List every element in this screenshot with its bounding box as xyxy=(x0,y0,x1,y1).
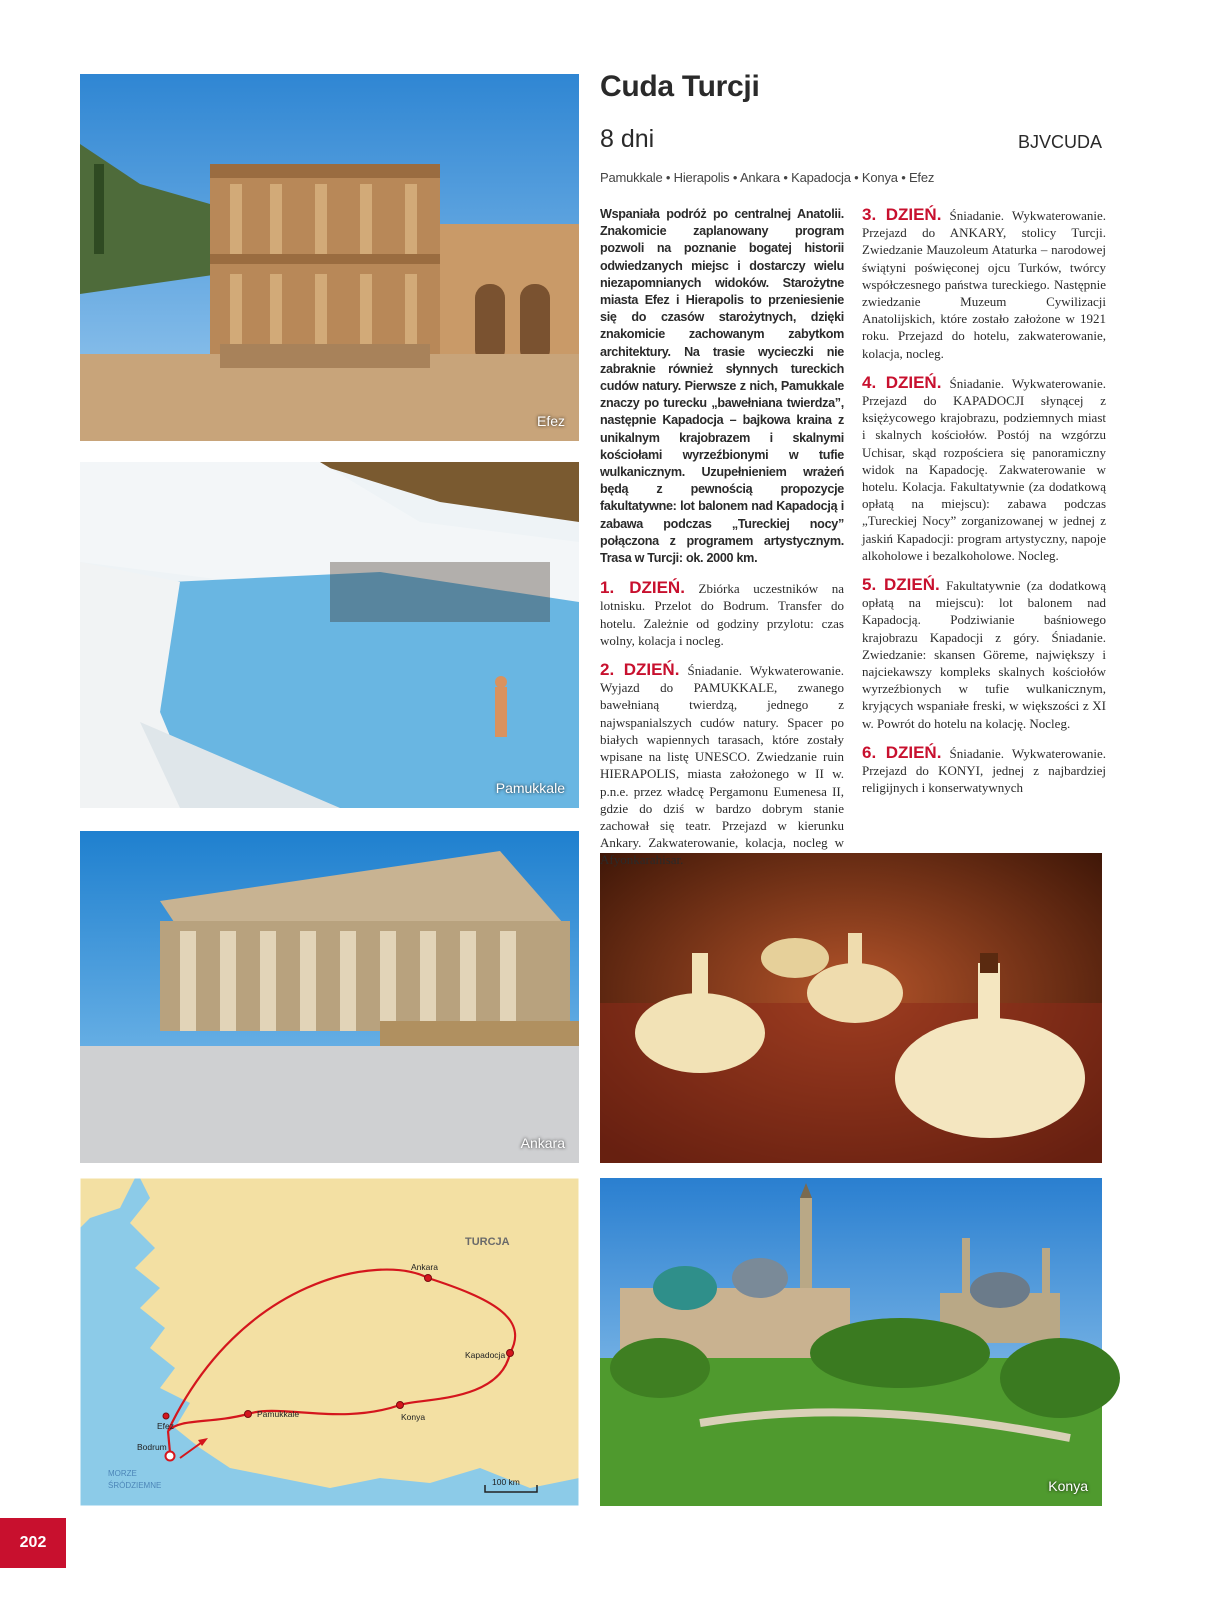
day-6 xyxy=(862,744,1106,797)
photo-konya xyxy=(600,1178,1102,1506)
efez-illustration xyxy=(80,74,579,441)
caption-ankara: Ankara xyxy=(520,1135,565,1151)
map-marker-ankara xyxy=(425,1275,432,1282)
intro-paragraph: Wspaniała podróż po centralnej Anatolii. Znakomicie zaplanowany program pozwoli na poznanie bogatej historii odwiedzanych miejsc i dostarczy wielu niezapomnianych widoków. Starożytne miasta Efez i Hierapolis to przeniesienie się do czasów starożytnych, dzięki znakomicie zachowanym zabytkom architektury. Na trasie wycieczki nie zabraknie również słynnych tureckich cudów natury. Pierwsze z nich, Pamukkale znaczy po turecku „bawełniana twierdza”, następnie Kapadocja – bajkowa kraina z unikalnym krajobrazem i skalnymi kościołami wyrzeźbionymi w tufie wulkanicznym. Uzupełnieniem wrażeń będą z pewnością propozycje fakultatywne: lot balonem nad Kapadocją i zabawa podczas „Tureckiej nocy” połączona z programem artystycznym. Trasa w Turcji: ok. 2000 km. xyxy=(600,207,844,566)
day-1 xyxy=(600,579,844,649)
photo-efez xyxy=(80,74,579,441)
map-label-country: TURCJA xyxy=(465,1236,510,1248)
map-label-efez: Efez xyxy=(157,1421,175,1431)
map-label-ankara: Ankara xyxy=(411,1262,438,1272)
day-1-label: 1. DZIEŃ. xyxy=(600,578,685,598)
photo-ankara xyxy=(80,831,579,1163)
ankara-illustration xyxy=(80,831,579,1163)
day-3 xyxy=(862,206,1106,362)
text-column-right xyxy=(862,206,1106,838)
caption-efez: Efez xyxy=(536,413,565,429)
map-marker-efez xyxy=(163,1413,169,1419)
day-6-label: 6. DZIEŃ. xyxy=(862,742,942,762)
map-marker-konya xyxy=(397,1402,404,1409)
map-label-bodrum: Bodrum xyxy=(137,1442,167,1452)
dervishes-illustration xyxy=(600,853,1102,1163)
day-2 xyxy=(600,661,844,868)
map-label-sea: MORZE xyxy=(108,1469,137,1478)
day-2-text: Śniadanie. Wykwaterowanie. Wyjazd do PAMUKKALE, zwanego bawełnianą twierdzą, jednego z najwspanialszych cudów natury. Spacer po białych wapiennych tarasach, które zostały wpisane na listę UNESCO. Zwiedzanie ruin HIERAPOLIS, miasta założonego w II w. p.n.e. przez władcę Pergamonu Eumenesa II, gdzie do dziś w bardzo dobrym stanie zachował się teatr. Przejazd w kierunku Ankary. Zakwaterowanie, kolacja, nocleg w Afyonkarahisar. xyxy=(600,663,844,868)
photo-pamukkale xyxy=(80,462,579,808)
map-marker-bodrum xyxy=(166,1452,175,1461)
route-map xyxy=(80,1178,579,1506)
map-label-pamukkale: Pamukkale xyxy=(257,1409,300,1419)
day-5 xyxy=(862,576,1106,732)
map-marker-pamukkale xyxy=(245,1411,252,1418)
page-title: Cuda Turcji xyxy=(600,70,760,103)
caption-konya: Konya xyxy=(1048,1478,1088,1494)
map-label-konya: Konya xyxy=(401,1412,426,1422)
map-marker-kapadocja xyxy=(507,1350,514,1357)
page-number: 202 xyxy=(0,1518,66,1568)
day-4-text: Śniadanie. Wykwaterowanie. Przejazd do KAPADOCJI słynącej z księżycowego krajobrazu, podziemnych miast i skalnych kościołów. Postój na wzgórzu Uchisar, skąd rozpościera się panoramiczny widok na Kapadocję. Zakwaterowanie w hotelu. Kolacja. Fakultatywnie (za dodatkową opłatą na miejscu): zabawa podczas „Tureckiej Nocy” zorganizowanej w jednej z jaskiń Kapadocji: program artystyczny, napoje alkoholowe i bezalkoholowe. Nocleg. xyxy=(862,375,1106,563)
day-1-text: Zbiórka uczestników na lotnisku. Przelot do Bodrum. Transfer do hotelu. Zależnie od godziny przylotu: czas wolny, kolacja i nocleg. xyxy=(600,581,845,648)
photo-whirling-dervishes xyxy=(600,853,1102,1163)
map-label-sea2: ŚRÓDZIEMNE xyxy=(108,1481,162,1490)
trip-route: Pamukkale • Hierapolis • Ankara • Kapadocja • Konya • Efez xyxy=(600,170,935,185)
map-scale-label: 100 km xyxy=(492,1477,520,1487)
caption-pamukkale: Pamukkale xyxy=(495,780,565,796)
day-2-label: 2. DZIEŃ. xyxy=(600,660,680,680)
map-label-kapadocja: Kapadocja xyxy=(465,1350,506,1360)
day-4 xyxy=(862,374,1106,564)
text-column-left xyxy=(600,206,845,868)
trip-duration: 8 dni xyxy=(600,125,655,153)
day-6-text: Śniadanie. Wykwaterowanie. Przejazd do KONYI, jednej z najbardziej religijnych i konserwatywnych xyxy=(862,745,1106,796)
day-3-label: 3. DZIEŃ. xyxy=(862,205,942,224)
map-illustration xyxy=(80,1178,579,1506)
konya-illustration xyxy=(600,1178,1102,1506)
day-4-label: 4. DZIEŃ. xyxy=(862,372,942,392)
pamukkale-illustration xyxy=(80,462,579,808)
trip-code: BJVCUDA xyxy=(1017,132,1102,152)
day-5-text: Fakultatywnie (za dodatkową opłatą na miejscu): lot balonem nad Kapadocją. Podziwianie baśniowego krajobrazu Kapadocji z góry. Śniadanie. Zwiedzanie: skansen Göreme, największy i najciekawszy kompleks skalnych kościołów wyrzeźbionych w tufie wulkanicznym, kryjących wspaniałe freski, w większości z XI w. Powrót do hotelu na kolację. Nocleg. xyxy=(862,578,1107,731)
day-3-text: Śniadanie. Wykwaterowanie. Przejazd do ANKARY, stolicy Turcji. Zwiedzanie Mauzoleum Ataturka – narodowej świątyni poświęconej ojcu Turków, twórcy współczesnego państwa tureckiego. Następnie zwiedzanie Muzeum Cywilizacji Anatolijskich, które zostało założone w 1921 roku. Przejazd do hotelu, zakwaterowanie, kolacja, nocleg. xyxy=(862,208,1106,361)
day-5-label: 5. DZIEŃ. xyxy=(862,575,940,595)
